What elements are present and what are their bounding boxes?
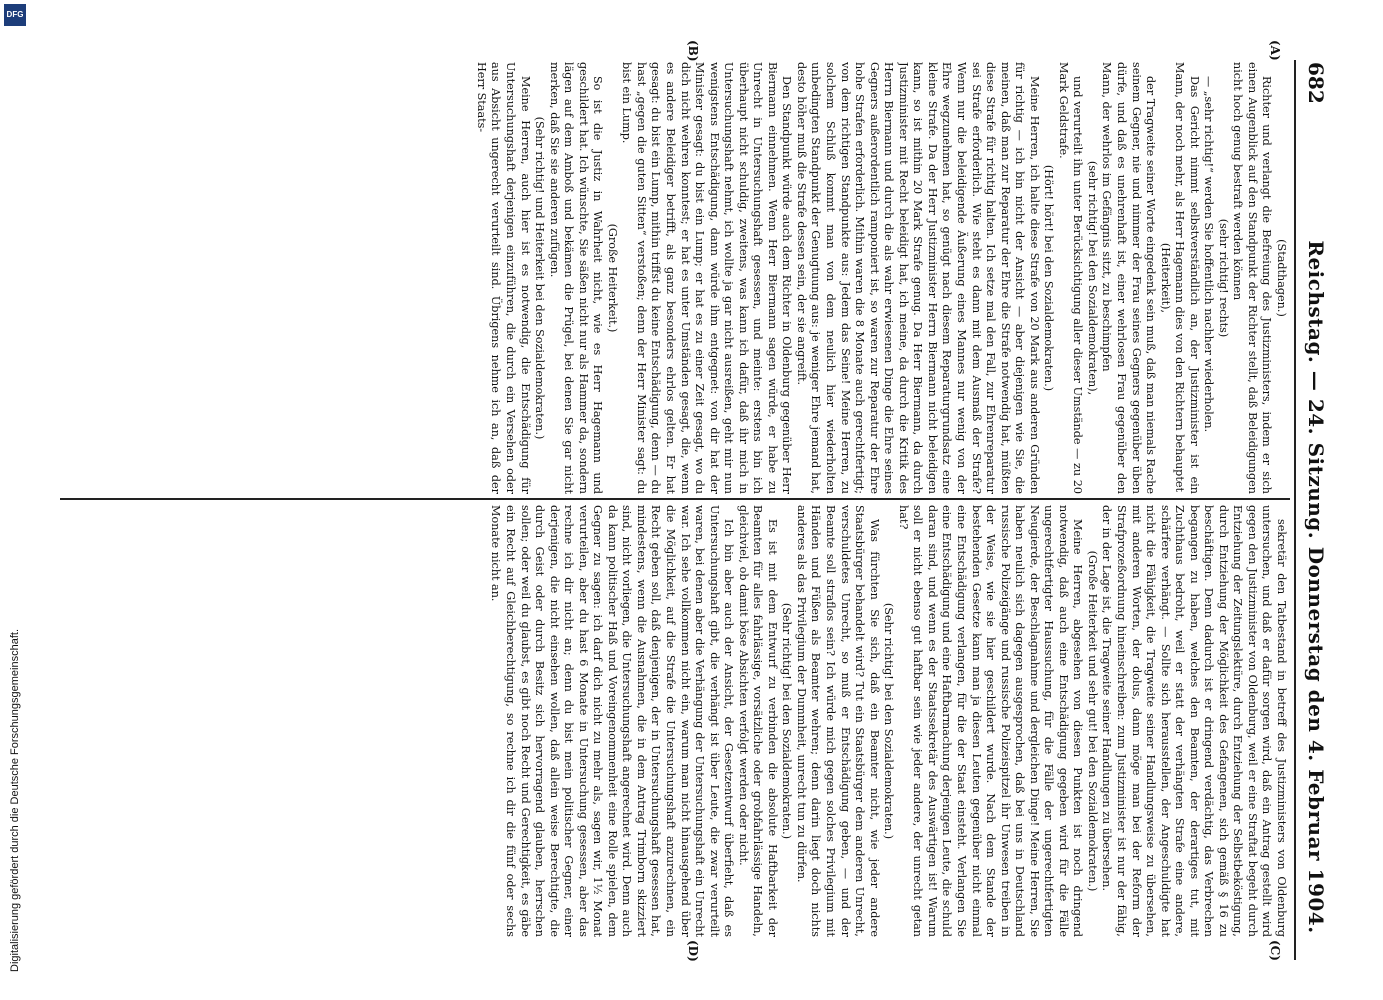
paragraph: Was fürchten Sie sich, daß ein Beamter nicht, wie jeder andere Staatsbürger behandelt wird? Tut ein Staatsbürger dem anderen Unrecht, verschuldetes Unrecht, so muß er Entschädigung geben, — und der Beamte soll straflos sein? Ich würde mich gegen solches Privilegium mit Händen und Füßen als Beamter wehren; denn darin liegt doch nichts anderes als das Privilegium der Dummheit, unrecht tun zu dürfen.	[794, 505, 881, 937]
footer-credit: Digitalisierung gefördert durch die Deutsche Forschungsgemeinschaft.	[9, 628, 21, 972]
column-divider	[60, 498, 1290, 500]
margin-marker-c: (C)	[1268, 940, 1282, 961]
interjection: (Sehr richtig! bei den Sozialdemokraten.)	[780, 602, 794, 840]
footer	[4, 0, 28, 1000]
paragraph: So ist die Justiz in Wahrheit nicht, wie es Herr Hagemann und geschildert hat. Ich wünschte, Sie säßen nicht nur als Hammer da, sondern lägen auf dem Amboß und bekämen die Prügel, bei denen Sie gar nicht merken, daß Sie sie anderen zufügen.	[547, 62, 605, 494]
paragraph: sekretär den Tatbestand in betreff des Justizministers von Oldenburg untersuchen, und daß er dafür sorgen wird, daß ein Antrag gestellt wird gegen den Justizminister von Oldenburg, weil er eine Straftat begeht durch Entziehung der Zeitungslektüre, durch Entziehung der Selbstbeköstigung, durch Entziehung der Möglichkeit des Gefangenen, sich gemäß § 16 zu beschäftigen. Denn dadurch ist er dringend verdächtig, das Verbrechen begangen zu haben, welches den Beamten, der derartiges tut, mit Zuchthaus bedroht, weil er statt der verhängten Strafe eine andere, schärfere verhängt. — Sollte sich herausstellen, der Angeschuldigte hat nicht die Fähigkeit, die Tragweite seiner Handlungsweise zu übersehen, mit anderen Worten, der dolus, dann möge man bei der Reform der Strafprozeßordnung hineinschreiben: zum Justizminister ist nur der fähig, der in der Lage ist, die Tragweite seiner Handlungen zu übersehen.	[1100, 505, 1288, 937]
header-rule	[1294, 60, 1296, 960]
interjection: (sehr richtig! bei den Sozialdemokraten),	[1085, 160, 1099, 396]
interjection: (Stadthagen.)	[1275, 239, 1288, 317]
paragraph: Den Standpunkt würde auch dem Richter in Oldenburg gegenüber Herr Biermann einnehmen. Wenn Herr Biermann sagen würde, er habe zu Unrecht in Untersuchungshaft gesessen, und meinte: erstens bin ich überhaupt nicht schuldig, zweitens, was kann ich dafür, daß ihr mich in Untersuchungshaft nehmt, ich wollte ja gar nicht ausreißen, geht mir nun wenigstens Entschädigung, dann würde ihm entgegnet: von dir hat der Minister gesagt: du bist ein Lump; er hat es zu einer Zeit gesagt, wo du dich nicht wehren konntest; er hat es unter Umständen gesagt, die, wenn es andere Beleidiger betrifft, als ganz besonders ehrlos gelten. Er hat gesagt: du bist ein Lump, mithin triffst du keine Entschädigung, denn — du hast „gegen die guten Sitten“ verstoßen; denn der Herr Minister sagt: du bist ein Lump.	[620, 62, 794, 494]
paragraph: Richter und verlangt die Befreiung des Justizministers, indem er sich einen Augenblick auf den Standpunkt der Richter stellt, daß Beleidigungen nicht hoch genug bestraft werden können	[1231, 62, 1274, 494]
interjection: (Sehr richtig! bei den Sozialdemokraten.)	[882, 602, 896, 840]
running-head	[1296, 62, 1336, 962]
paragraph: Meine Herren, auch hier ist es notwendig, die Entschädigung für Untersuchungshaft derjenigen einzuführen, die durch ein Versehen oder aus Absicht ungerecht verurteilt sind. Übrigens nehme ich an, daß der Herr Staats-	[474, 62, 532, 494]
interjection: (Große Heiterkeit.)	[605, 223, 619, 333]
paragraph: Es ist mit dem Entwurf zu verbinden die absolute Haftbarkeit der Beamten für alles fahrlässige, vorsätzliche oder grobfahrlässige Handeln, gleichviel, ob damit böse Absichten verfolgt werden oder nicht.	[736, 505, 779, 937]
interjection: (Große Heiterkeit und sehr gut! bei den Sozialdemokraten.)	[1085, 550, 1099, 892]
paragraph: Das Gericht nimmt selbstverständlich an, der Justizminister ist ein Mann, der noch mehr, als Herr Hagemann dies von den Richtern behauptet	[1173, 62, 1201, 494]
left-column	[58, 62, 1288, 494]
paragraph: — „sehr richtig!“ werden Sie hoffentlich nachher wiederholen.	[1202, 76, 1216, 433]
margin-marker-b: (B)	[686, 40, 700, 62]
paragraph: Meine Herren, abgesehen von diesen Punkten ist noch dringend notwendig, daß auch eine Entschädigung gegeben wird für die Fälle ungerechtfertigter Haussuchung, für die Fälle der ungerechtfertigten Neugierde, der Beschlagnahme und dergleichen Dinge! Meine Herren, Sie haben neulich sich dagegen ausgesprochen, daß bei uns in Deutschland russische Polizeigänge und russische Polizeispitzel ihr Unwesen treiben in der Weise, wie sie hier geschildert wurde. Nach dem Stande der bestehenden Gesetze kann man ja diesen Leuten gegenüber nicht einmal eine Entschädigung verlangen, für die der Staat einsteht. Verlangen Sie eine Entschädigung und eine Haftbarmachung derjenigen Leute, die schuld daran sind, und wenn es der Staatssekretär des Auswärtigen ist! Warum soll er nicht ebenso gut haftbar sein wie jeder andere, der unrecht getan hat?	[896, 505, 1085, 937]
page-number: 682	[1304, 62, 1328, 104]
margin-marker-d: (D)	[686, 940, 700, 962]
paragraph: der Tragweite seiner Worte eingedenk sein muß, daß man niemals Rache seinem Gegner, nie und nimmer der Frau seines Gegners gegenüber üben dürfe, und daß es unehrenhaft ist, einer wehrlosen Frau gegenüber den Mann, der wehrlos im Gefängnis sitzt, zu beschimpfen	[1100, 62, 1158, 494]
dfg-logo: DFG	[4, 4, 26, 26]
interjection: (Hört! hört! bei den Sozialdemokraten.)	[1042, 164, 1056, 392]
page-title: Reichstag. — 24. Sitzung. Donnerstag den 4. Februar 1904.	[1304, 240, 1328, 934]
interjection: (Sehr richtig! und Heiterkeit bei den Sozialdemokraten.)	[533, 116, 547, 440]
paragraph: und verurteilt ihn unter Berücksichtigung aller dieser Umstände — zu 20 Mark Geldstrafe.	[1056, 62, 1085, 494]
rotated-page-content	[50, 0, 1340, 1000]
margin-marker-a: (A)	[1268, 40, 1282, 61]
paragraph: Ich bin aber auch der Ansicht, der Gesetzentwurf überfieht, daß es Untersuchungshaft gibt, die verhängt ist über Leute, die zwar verurteilt waren, bei denen aber die Verhängung der Untersuchungshaft ein Unrecht war. Ich sehe vollkommen nicht ein, warum man nicht hinausgehend über die Möglichkeit, auf die Strafe die Untersuchungshaft anzurechnen, ein Recht geben soll, daß denjenigen, der in Untersuchungshaft gesessen hat, mindestens, wenn die Ausnahmen, die in dem Antrag Trimborn skizziert sind, nicht vorliegen, die Untersuchungshaft angerechnet wird. Denn auch da kann politischer Haß und Voreingenommenheit eine Rolle spielen, dem Gegner zu sagen: ich darf dich nicht zu mehr als, sagen wir, 1½ Monat verurteilen, aber du hast 6 Monate in Untersuchung gesessen, aber das rechne ich dir nicht an; denn du bist mein politischer Gegner, einer derjenigen, die nicht einsehen wollen, daß allein weise Berechtigte, die durch Geist oder durch Besitz sich hervorragend glauben, herrschen sollen; oder weil du glaubst, es gibt noch Recht und Gerechtigkeit, es gäbe ein Recht auf Gleichberechtigung, so rechne ich dir die fünf oder sechs Monate nicht an.	[489, 505, 736, 937]
paragraph: Meine Herren, ich halte diese Strafe von 20 Mark aus anderen Gründen für richtig — ich bin nicht der Ansicht — aber diejenigen wie Sie, die meinen, daß man zur Reparatur der Ehre die Strafe notwendig hat, müßten diese Strafe für richtig halten. Ich setze mal den Fall, zur Ehrenreparatur sei Strafe erforderlich. Wie steht es dann mit dem Ausmaß der Strafe? Wenn nur die beleidigende Äußerung eines Mannes nur wenig von der Ehre wegzunehmen hat, so genügt nach diesem Reparaturgrundsatz eine kleine Strafe. Da der Herr Justizminister Herrn Biermann nicht beleidigen kann, so ist mithin 20 Mark Strafe genug. Da Herr Biermann, da durch Justizminister mit Recht beleidigt hat, ich meine, da durch die Kritik des Herrn Biermann und durch die als wahr erwiesenen Dinge die Ehre seines Gegners außerordentlich ramponiert ist, so waren zur Reparatur der Ehre hohe Strafen erforderlich. Mithin waren die 8 Monate auch gerechtfertigt; von dem richtigen Standpunkte aus: Jedem das Seine! Meine Herren, zu solchem Schluß kommt man von dem neulich hier wiederholten unbedingten Standpunkt der Genugtuung aus: je weniger Ehre jemand hat, desto höher muß die Strafe dessen sein, der sie angreift.	[794, 62, 1041, 494]
interjection: (sehr richtig! rechts)	[1216, 218, 1230, 338]
interjection: (Heiterkeit),	[1158, 242, 1172, 314]
right-column	[58, 505, 1288, 937]
